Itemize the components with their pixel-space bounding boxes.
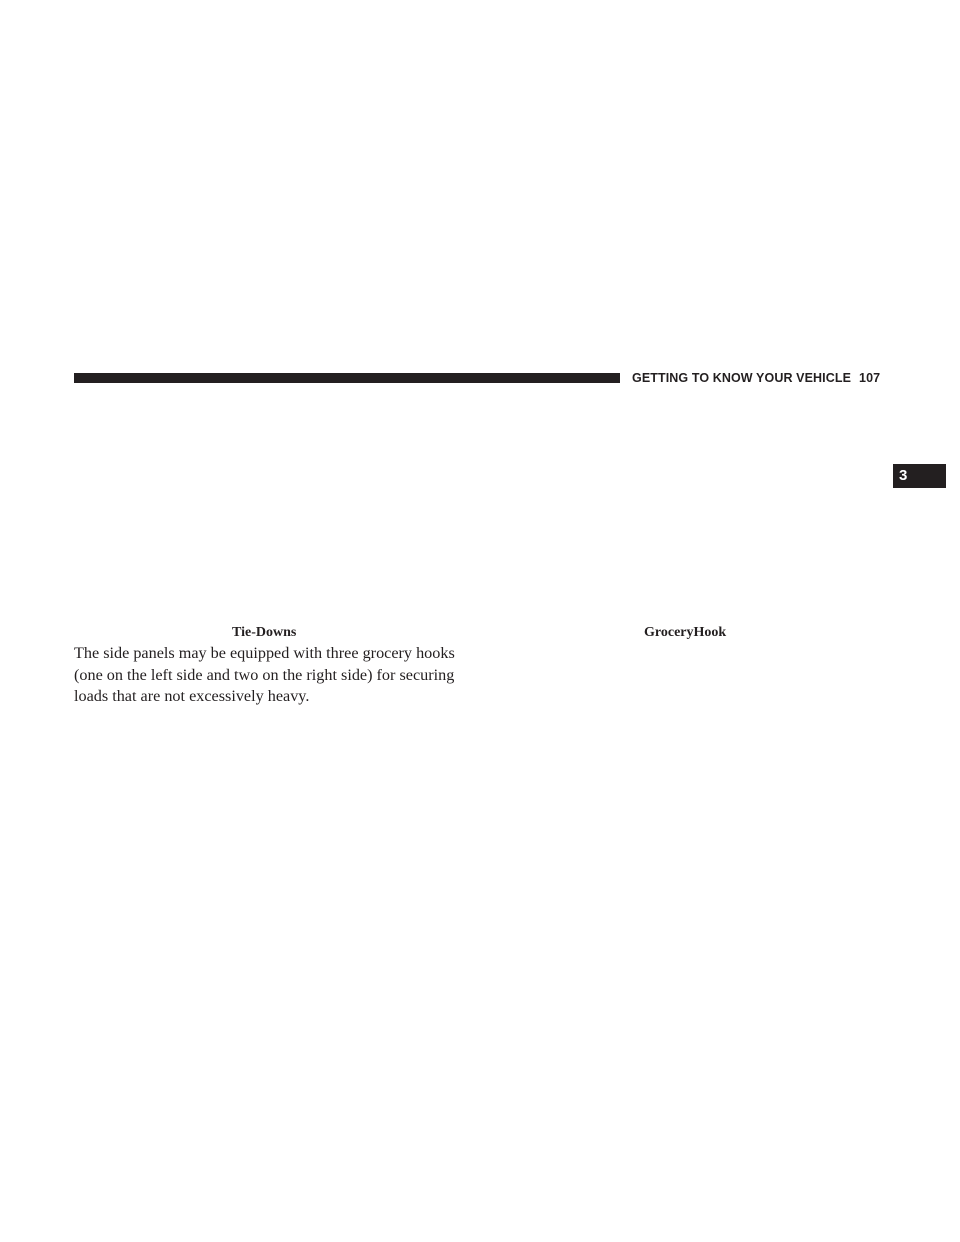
chapter-tab (893, 464, 946, 488)
body-line: loads that are not excessively heavy. (74, 687, 310, 705)
figure-caption-tie-downs: Tie-Downs (232, 625, 297, 640)
header-rule (74, 373, 620, 383)
body-line: (one on the left side and two on the right side) for securing (74, 665, 455, 684)
figure-caption-grocery-hook: GroceryHook (644, 625, 727, 640)
running-header (632, 369, 880, 387)
body-line: The side panels may be equipped with three grocery hooks (74, 644, 455, 662)
chapter-number: 3 (899, 467, 908, 484)
section-title: GETTING TO KNOW YOUR VEHICLE (632, 371, 852, 385)
body-paragraph (74, 643, 474, 708)
page-number: 107 (859, 371, 881, 385)
